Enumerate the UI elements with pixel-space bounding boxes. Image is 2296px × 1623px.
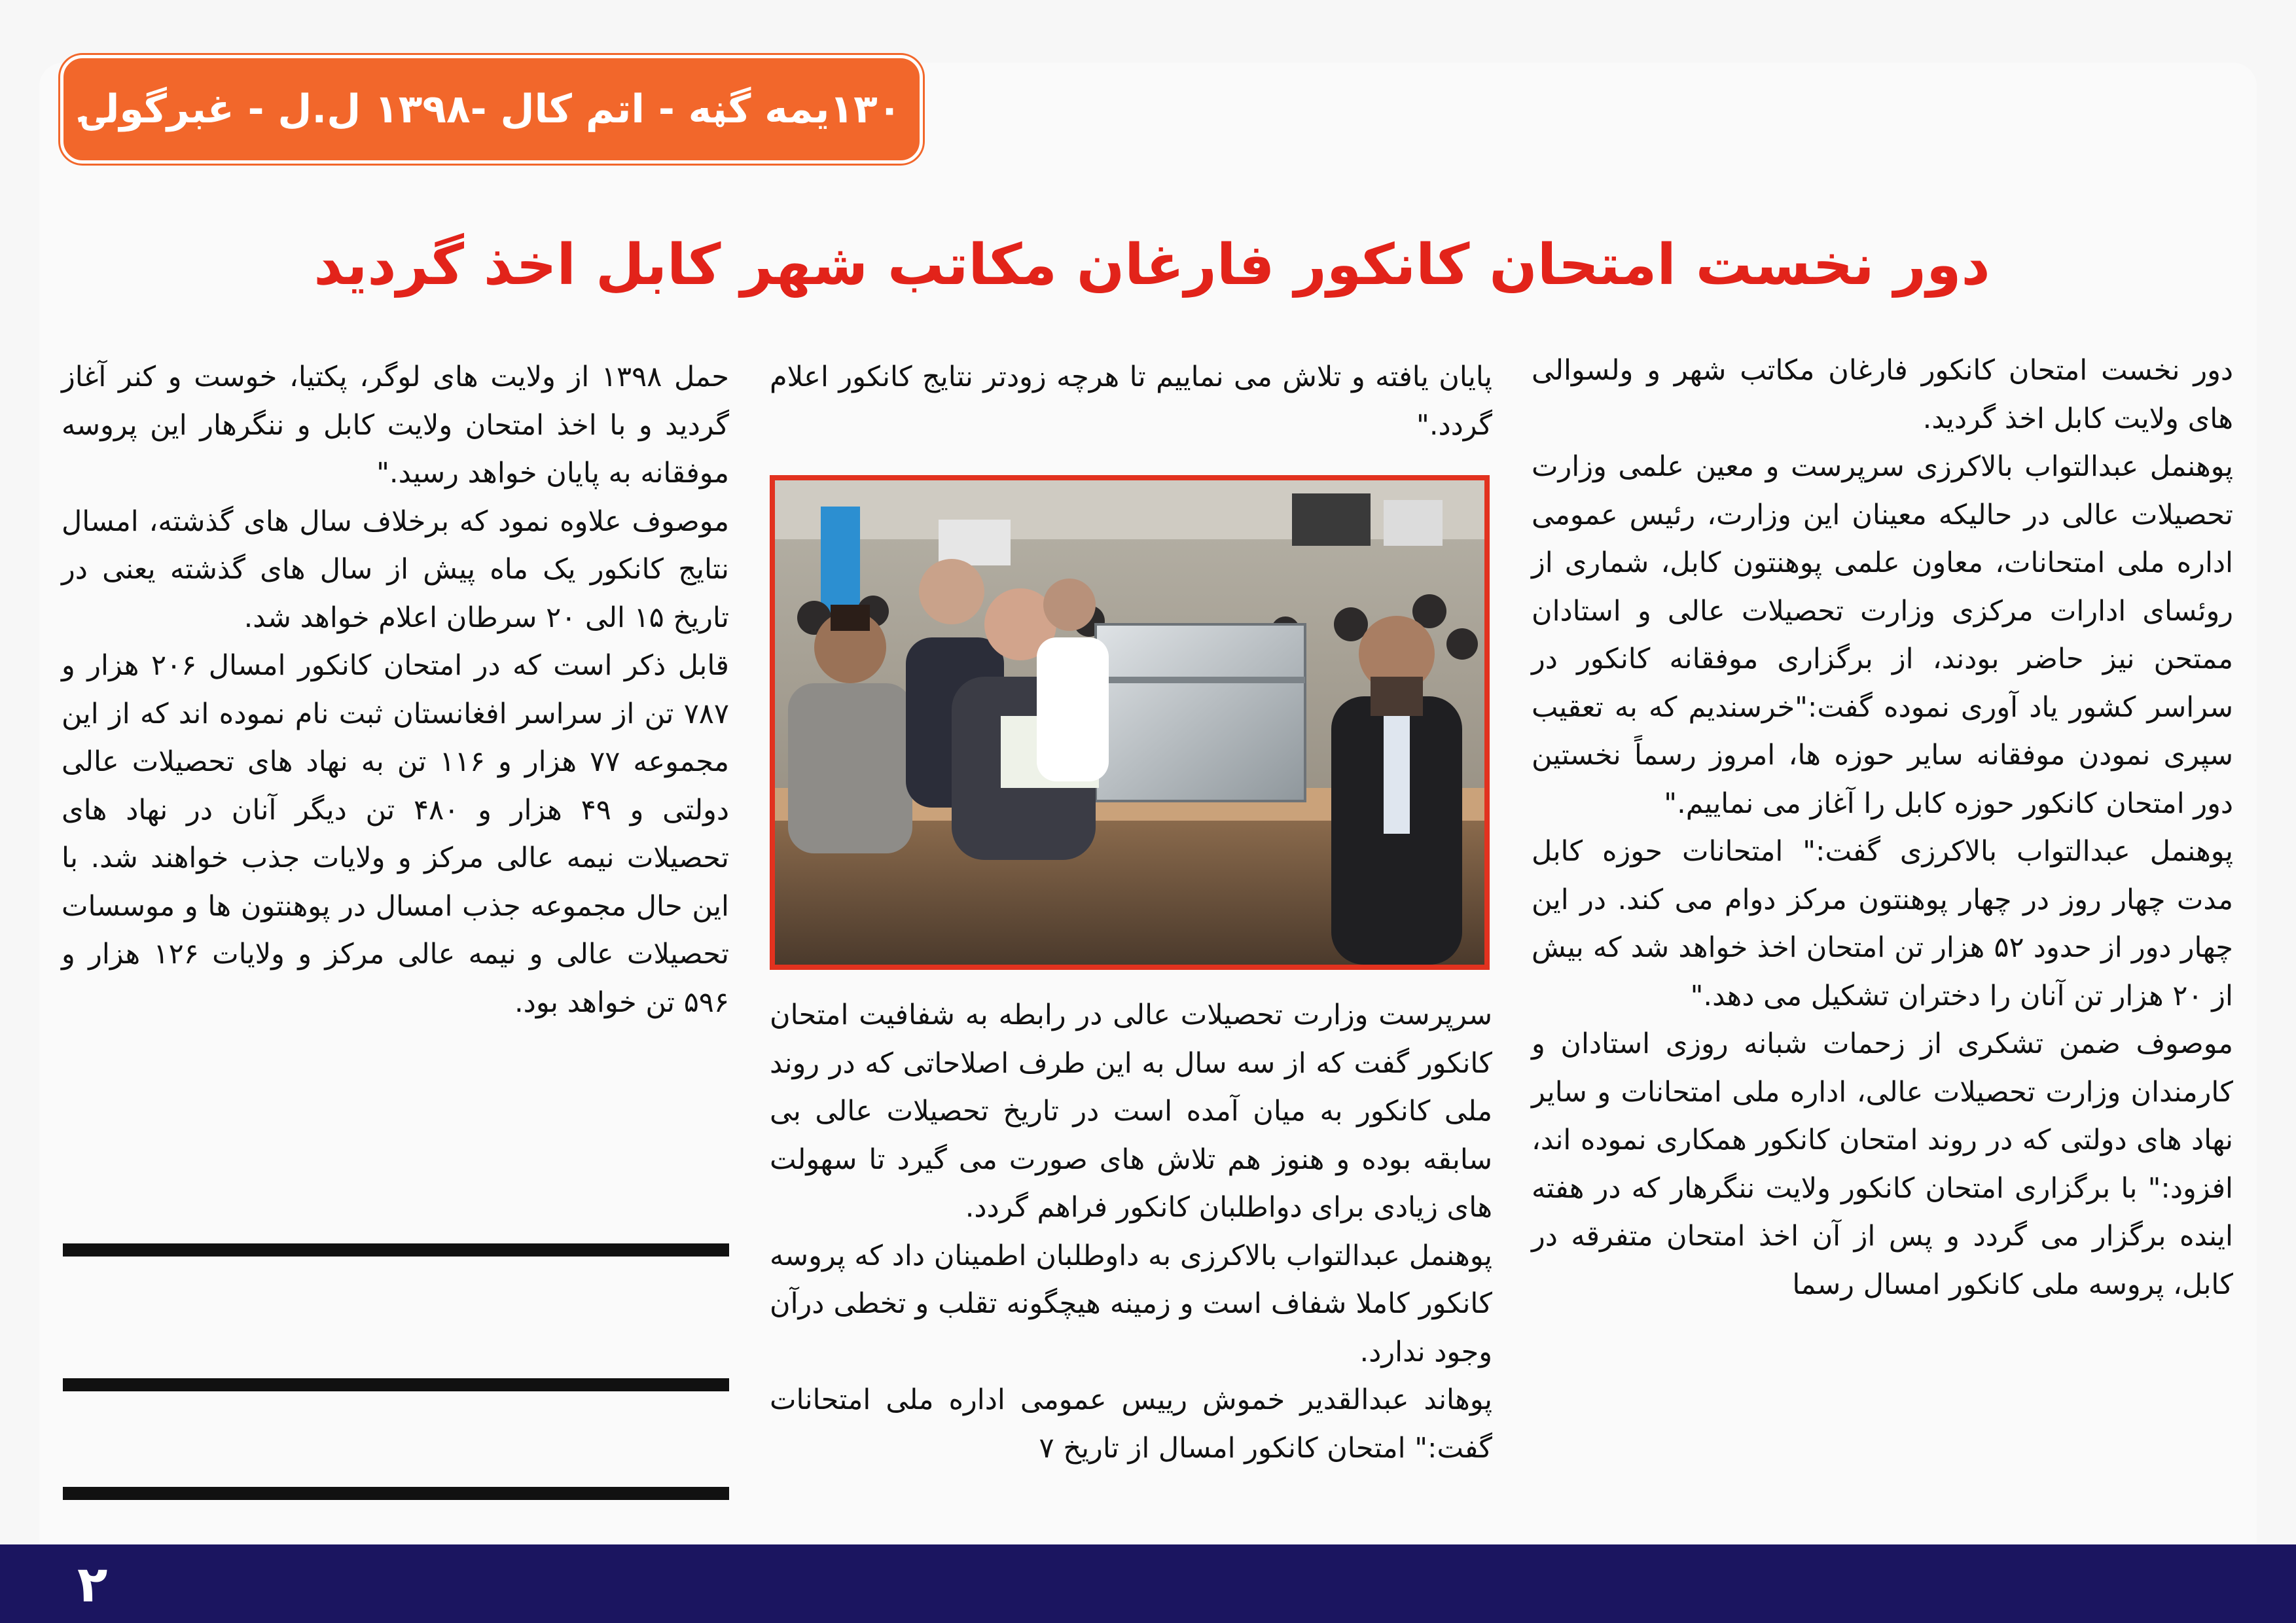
paragraph: پوهنمل عبدالتواب بالاکرزی به داوطلبان اطمینان داد که پروسه کانکور کاملا شفاف است و زمینه هیچگونه تقلب و تخطی درآن وجود ندارد.: [770, 1239, 1492, 1368]
paragraph: حمل ۱۳۹۸ از ولایت های لوگر، پکتیا، خوست و کنر آغاز گردید و با اخذ امتحان ولایت کابل و ننگرهار این پروسه موفقانه به پایان خواهد رسید.": [62, 361, 729, 490]
paragraph: سرپرست وزارت تحصیلات عالی در رابطه به شفافیت امتحان کانکور گفت که از سه سال به این طرف اصلاحاتی که در روند ملی کانکور به میان آمده است در تاریخ تحصیلات عالی بی سابقه بوده و هنوز هم تلاش های صورت می گیرد تا سهولت های زیادی برای دواطلبان کانکور فراهم گردد.: [770, 999, 1492, 1224]
news-photo: [770, 475, 1490, 970]
paragraph: موصوف علاوه نمود که برخلاف سال های گذشته، امسال نتایج کانکور یک ماه پیش از سال های گذشته یعنی در تاریخ ۱۵ الی ۲۰ سرطان اعلام خواهد شد.: [62, 505, 729, 634]
divider-rule: [63, 1378, 729, 1391]
paragraph: پوهنمل عبدالتواب بالاکرزی گفت:" امتحانات حوزه کابل مدت چهار روز در چهار پوهنتون مرکز دوام می کند. در این چهار دور از حدود ۵۲ هزار تن امتحان اخذ خواهد شد که بیش از ۲۰ هزار تن آنان را دختران تشکیل می دهد.": [1532, 835, 2233, 1012]
paragraph: پایان یافته و تلاش می نماییم تا هرچه زودتر نتایج کانکور اعلام گردد.": [770, 361, 1492, 442]
paragraph: پوهاند عبدالقدیر خموش رییس عمومی اداره ملی امتحانات گفت:" امتحان کانکور امسال از تاریخ ۷: [770, 1383, 1492, 1465]
article-column-middle-top: [770, 353, 1492, 450]
divider-rule: [63, 1487, 729, 1500]
article-column-left: [62, 353, 729, 1027]
paragraph: موصوف ضمن تشکری از زحمات شبانه روزی استادان و کارمندان وزارت تحصیلات عالی، اداره ملی امتحانات و سایر نهاد های دولتی که در روند امتحان کانکور همکاری نموده اند، افزود:" با برگزاری امتحان کانکور ولایت ننگرهار که در هفته اینده برگزار می گردد و پس از آن اخذ امتحان متفرقه در کابل، پروسه ملی کانکور امسال رسما: [1532, 1027, 2233, 1301]
article-column-right: [1532, 347, 2233, 1309]
paragraph: پوهنمل عبدالتواب بالاکرزی سرپرست و معین علمی وزارت تحصیلات عالی در حالیکه معینان این وزارت، رئیس عمومی اداره ملی امتحانات، معاون علمی پوهنتون کابل، شماری از روئسای ادارات مرکزی وزارت تحصیلات عالی و استادان ممتحن نیز حاضر بودند، از برگزاری موفقانه کانکور در سراسر کشور یاد آوری نموده گفت:"خرسندیم که به تعقیب سپری نمودن موفقانه سایر حوزه ها، امروز رسماً نخستین دور امتحان کانکور حوزه کابل را آغاز می نماییم.": [1532, 450, 2233, 820]
article-headline: دور نخست امتحان کانکور فارغان مکاتب شهر کابل اخذ گردید: [314, 232, 1990, 298]
page-number: ۲: [77, 1555, 108, 1613]
article-column-middle-bottom: [770, 991, 1492, 1472]
paragraph: قابل ذکر است که در امتحان کانکور امسال ۲۰۶ هزار و ۷۸۷ تن از سراسر افغانستان ثبت نام نموده اند که از این مجموعه ۷۷ هزار و ۱۱۶ تن به نهاد های تحصیلات عالی دولتی و ۴۹ هزار و ۴۸۰ تن دیگر آنان در نهاد های تحصیلات نیمه عالی مرکز و ولایات جذب خواهند شد. با این حال مجموعه جذب امسال در پوهنتون ها و موسسات تحصیلات عالی و نیمه عالی مرکز و ولایات ۱۲۶ هزار و ۵۹۶ تن خواهد بود.: [62, 649, 729, 1019]
news-photo-image: [775, 480, 1484, 965]
divider-rule: [63, 1243, 729, 1257]
issue-label: ۱۳۰یمه گڼه - اتم کال -۱۳۹۸ ل.ل - غبرگولۍ: [81, 86, 902, 132]
paragraph: دور نخست امتحان کانکور فارغان مکاتب شهر و ولسوالی های ولایت کابل اخذ گردید.: [1532, 354, 2233, 435]
issue-badge: [60, 55, 923, 164]
